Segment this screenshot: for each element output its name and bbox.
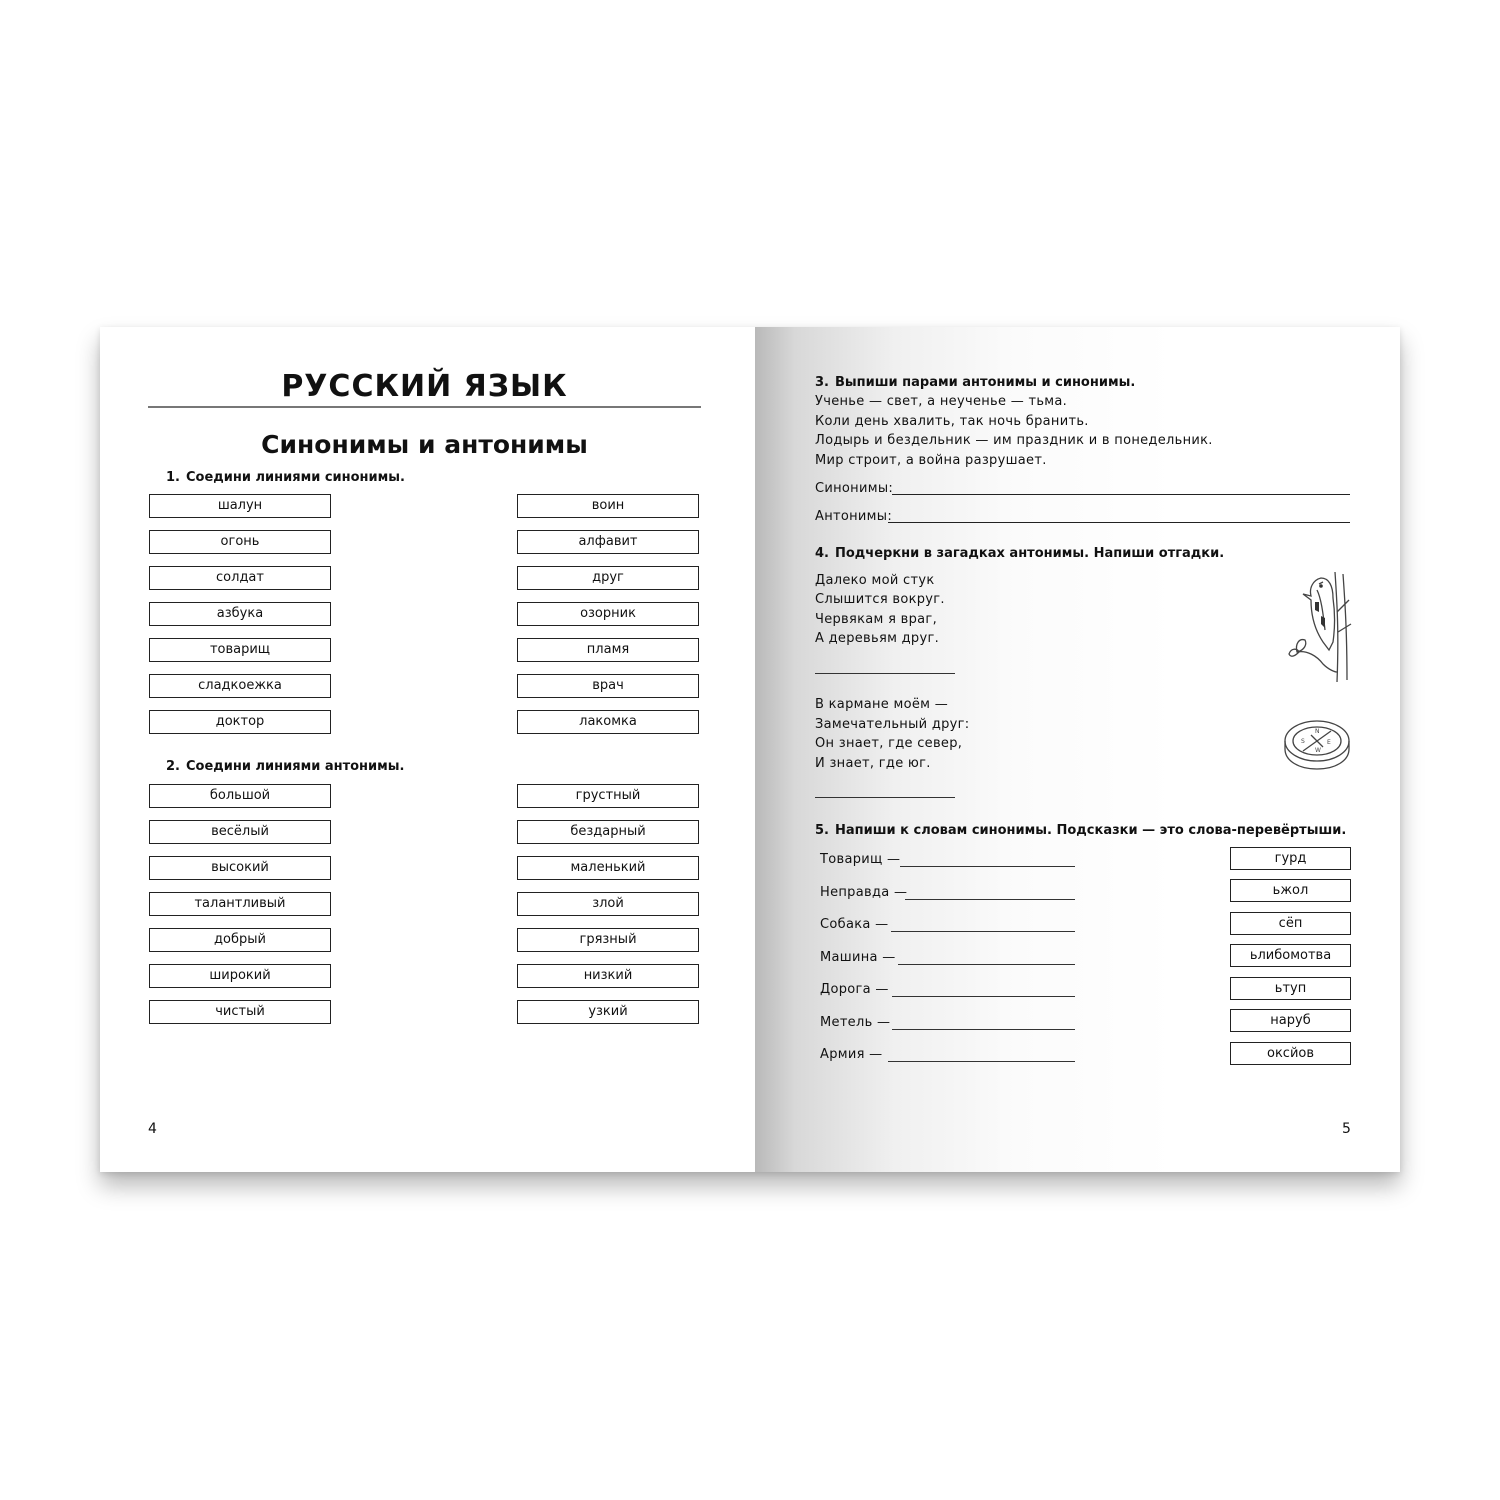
proverb-line: Мир строит, а война разрушает.: [815, 453, 1047, 468]
proverb-line: Ученье — свет, а неученье — тьма.: [815, 394, 1068, 409]
page-number: 5: [1342, 1121, 1351, 1137]
word-box[interactable]: маленький: [517, 856, 699, 880]
section-title: Синонимы и антонимы: [261, 430, 588, 459]
task5-answer-line[interactable]: [892, 996, 1075, 997]
riddle-line: Далеко мой стук: [815, 573, 935, 588]
word-box[interactable]: талантливый: [149, 892, 331, 916]
word-box[interactable]: шалун: [149, 494, 331, 518]
task3-heading: [815, 375, 1135, 390]
word-box[interactable]: грязный: [517, 928, 699, 952]
hint-box: наруб: [1230, 1009, 1351, 1032]
task5-answer-line[interactable]: [900, 866, 1075, 867]
task5-answer-line[interactable]: [905, 899, 1075, 900]
word-box[interactable]: врач: [517, 674, 699, 698]
title-divider: [148, 406, 701, 408]
compass-icon: [1281, 717, 1353, 773]
antonyms-answer-line[interactable]: [888, 522, 1350, 523]
riddle-line: Замечательный друг:: [815, 717, 970, 732]
word-box[interactable]: друг: [517, 566, 699, 590]
riddle-line: Слышится вокруг.: [815, 592, 945, 607]
word-box[interactable]: озорник: [517, 602, 699, 626]
proverb-line: Лодырь и бездельник — им праздник и в понедельник.: [815, 433, 1213, 448]
hint-box: гурд: [1230, 847, 1351, 870]
riddle-line: И знает, где юг.: [815, 756, 931, 771]
word-box[interactable]: весёлый: [149, 820, 331, 844]
task5-answer-line[interactable]: [898, 964, 1075, 965]
word-box[interactable]: воин: [517, 494, 699, 518]
task2-instruction: Соедини линиями антонимы.: [185, 759, 405, 774]
word-box[interactable]: товарищ: [149, 638, 331, 662]
word-box[interactable]: огонь: [149, 530, 331, 554]
task5-word: Неправда —: [820, 885, 908, 900]
riddle-line: Червякам я враг,: [815, 612, 937, 627]
word-box[interactable]: грустный: [517, 784, 699, 808]
word-box[interactable]: доктор: [149, 710, 331, 734]
page-title: РУССКИЙ ЯЗЫК: [281, 369, 568, 404]
svg-text:W: W: [1315, 747, 1321, 754]
task5-word: Армия —: [820, 1047, 883, 1062]
hint-box: ьтуп: [1230, 977, 1351, 1000]
word-box[interactable]: алфавит: [517, 530, 699, 554]
svg-text:N: N: [1315, 728, 1320, 735]
synonyms-label: Синонимы:: [815, 481, 894, 496]
task5-word: Товарищ —: [820, 852, 901, 867]
task5-answer-line[interactable]: [888, 1061, 1075, 1062]
task5-word: Машина —: [820, 950, 896, 965]
task4-number: 4.: [815, 546, 829, 561]
word-box[interactable]: узкий: [517, 1000, 699, 1024]
task5-word: Метель —: [820, 1015, 891, 1030]
word-box[interactable]: азбука: [149, 602, 331, 626]
word-box[interactable]: бездарный: [517, 820, 699, 844]
task4-heading: [815, 546, 1224, 561]
word-box[interactable]: злой: [517, 892, 699, 916]
riddle1-answer-line[interactable]: [815, 673, 955, 674]
word-box[interactable]: солдат: [149, 566, 331, 590]
word-box[interactable]: низкий: [517, 964, 699, 988]
task5-instruction: Напиши к словам синонимы. Подсказки — это слова-перевёртыши.: [834, 823, 1347, 838]
hint-box: сёп: [1230, 912, 1351, 935]
word-box[interactable]: чистый: [149, 1000, 331, 1024]
left-page: [100, 327, 755, 1172]
word-box[interactable]: сладкоежка: [149, 674, 331, 698]
task1-number: 1.: [166, 470, 180, 485]
task3-instruction: Выпиши парами антонимы и синонимы.: [834, 375, 1136, 390]
riddle-line: А деревьям друг.: [815, 631, 940, 646]
svg-text:E: E: [1327, 739, 1331, 746]
riddle-line: Он знает, где север,: [815, 736, 963, 751]
task2-number: 2.: [166, 759, 180, 774]
task5-word: Дорога —: [820, 982, 889, 997]
task5-heading: [815, 823, 1346, 838]
hint-box: ьжол: [1230, 879, 1351, 902]
word-box[interactable]: лакомка: [517, 710, 699, 734]
task5-number: 5.: [815, 823, 829, 838]
word-box[interactable]: широкий: [149, 964, 331, 988]
right-page: [755, 327, 1400, 1172]
word-box[interactable]: высокий: [149, 856, 331, 880]
word-box[interactable]: большой: [149, 784, 331, 808]
antonyms-label: Антонимы:: [815, 509, 893, 524]
hint-box: ьлибомотва: [1230, 944, 1351, 967]
task4-instruction: Подчеркни в загадках антонимы. Напиши отгадки.: [834, 546, 1225, 561]
task3-number: 3.: [815, 375, 829, 390]
svg-text:S: S: [1301, 738, 1305, 745]
task1-instruction: Соедини линиями синонимы.: [185, 470, 405, 485]
task2-heading: [166, 759, 404, 774]
page-number: 4: [148, 1121, 157, 1137]
task5-answer-line[interactable]: [892, 1029, 1075, 1030]
woodpecker-icon: [1277, 572, 1357, 682]
task5-word: Собака —: [820, 917, 889, 932]
synonyms-answer-line[interactable]: [892, 494, 1350, 495]
riddle2-answer-line[interactable]: [815, 797, 955, 798]
task1-heading: [166, 470, 405, 485]
hint-box: оксйов: [1230, 1042, 1351, 1065]
task5-answer-line[interactable]: [891, 931, 1075, 932]
word-box[interactable]: добрый: [149, 928, 331, 952]
proverb-line: Коли день хвалить, так ночь бранить.: [815, 414, 1089, 429]
book-spread: [100, 327, 1400, 1172]
word-box[interactable]: пламя: [517, 638, 699, 662]
riddle-line: В кармане моём —: [815, 697, 949, 712]
